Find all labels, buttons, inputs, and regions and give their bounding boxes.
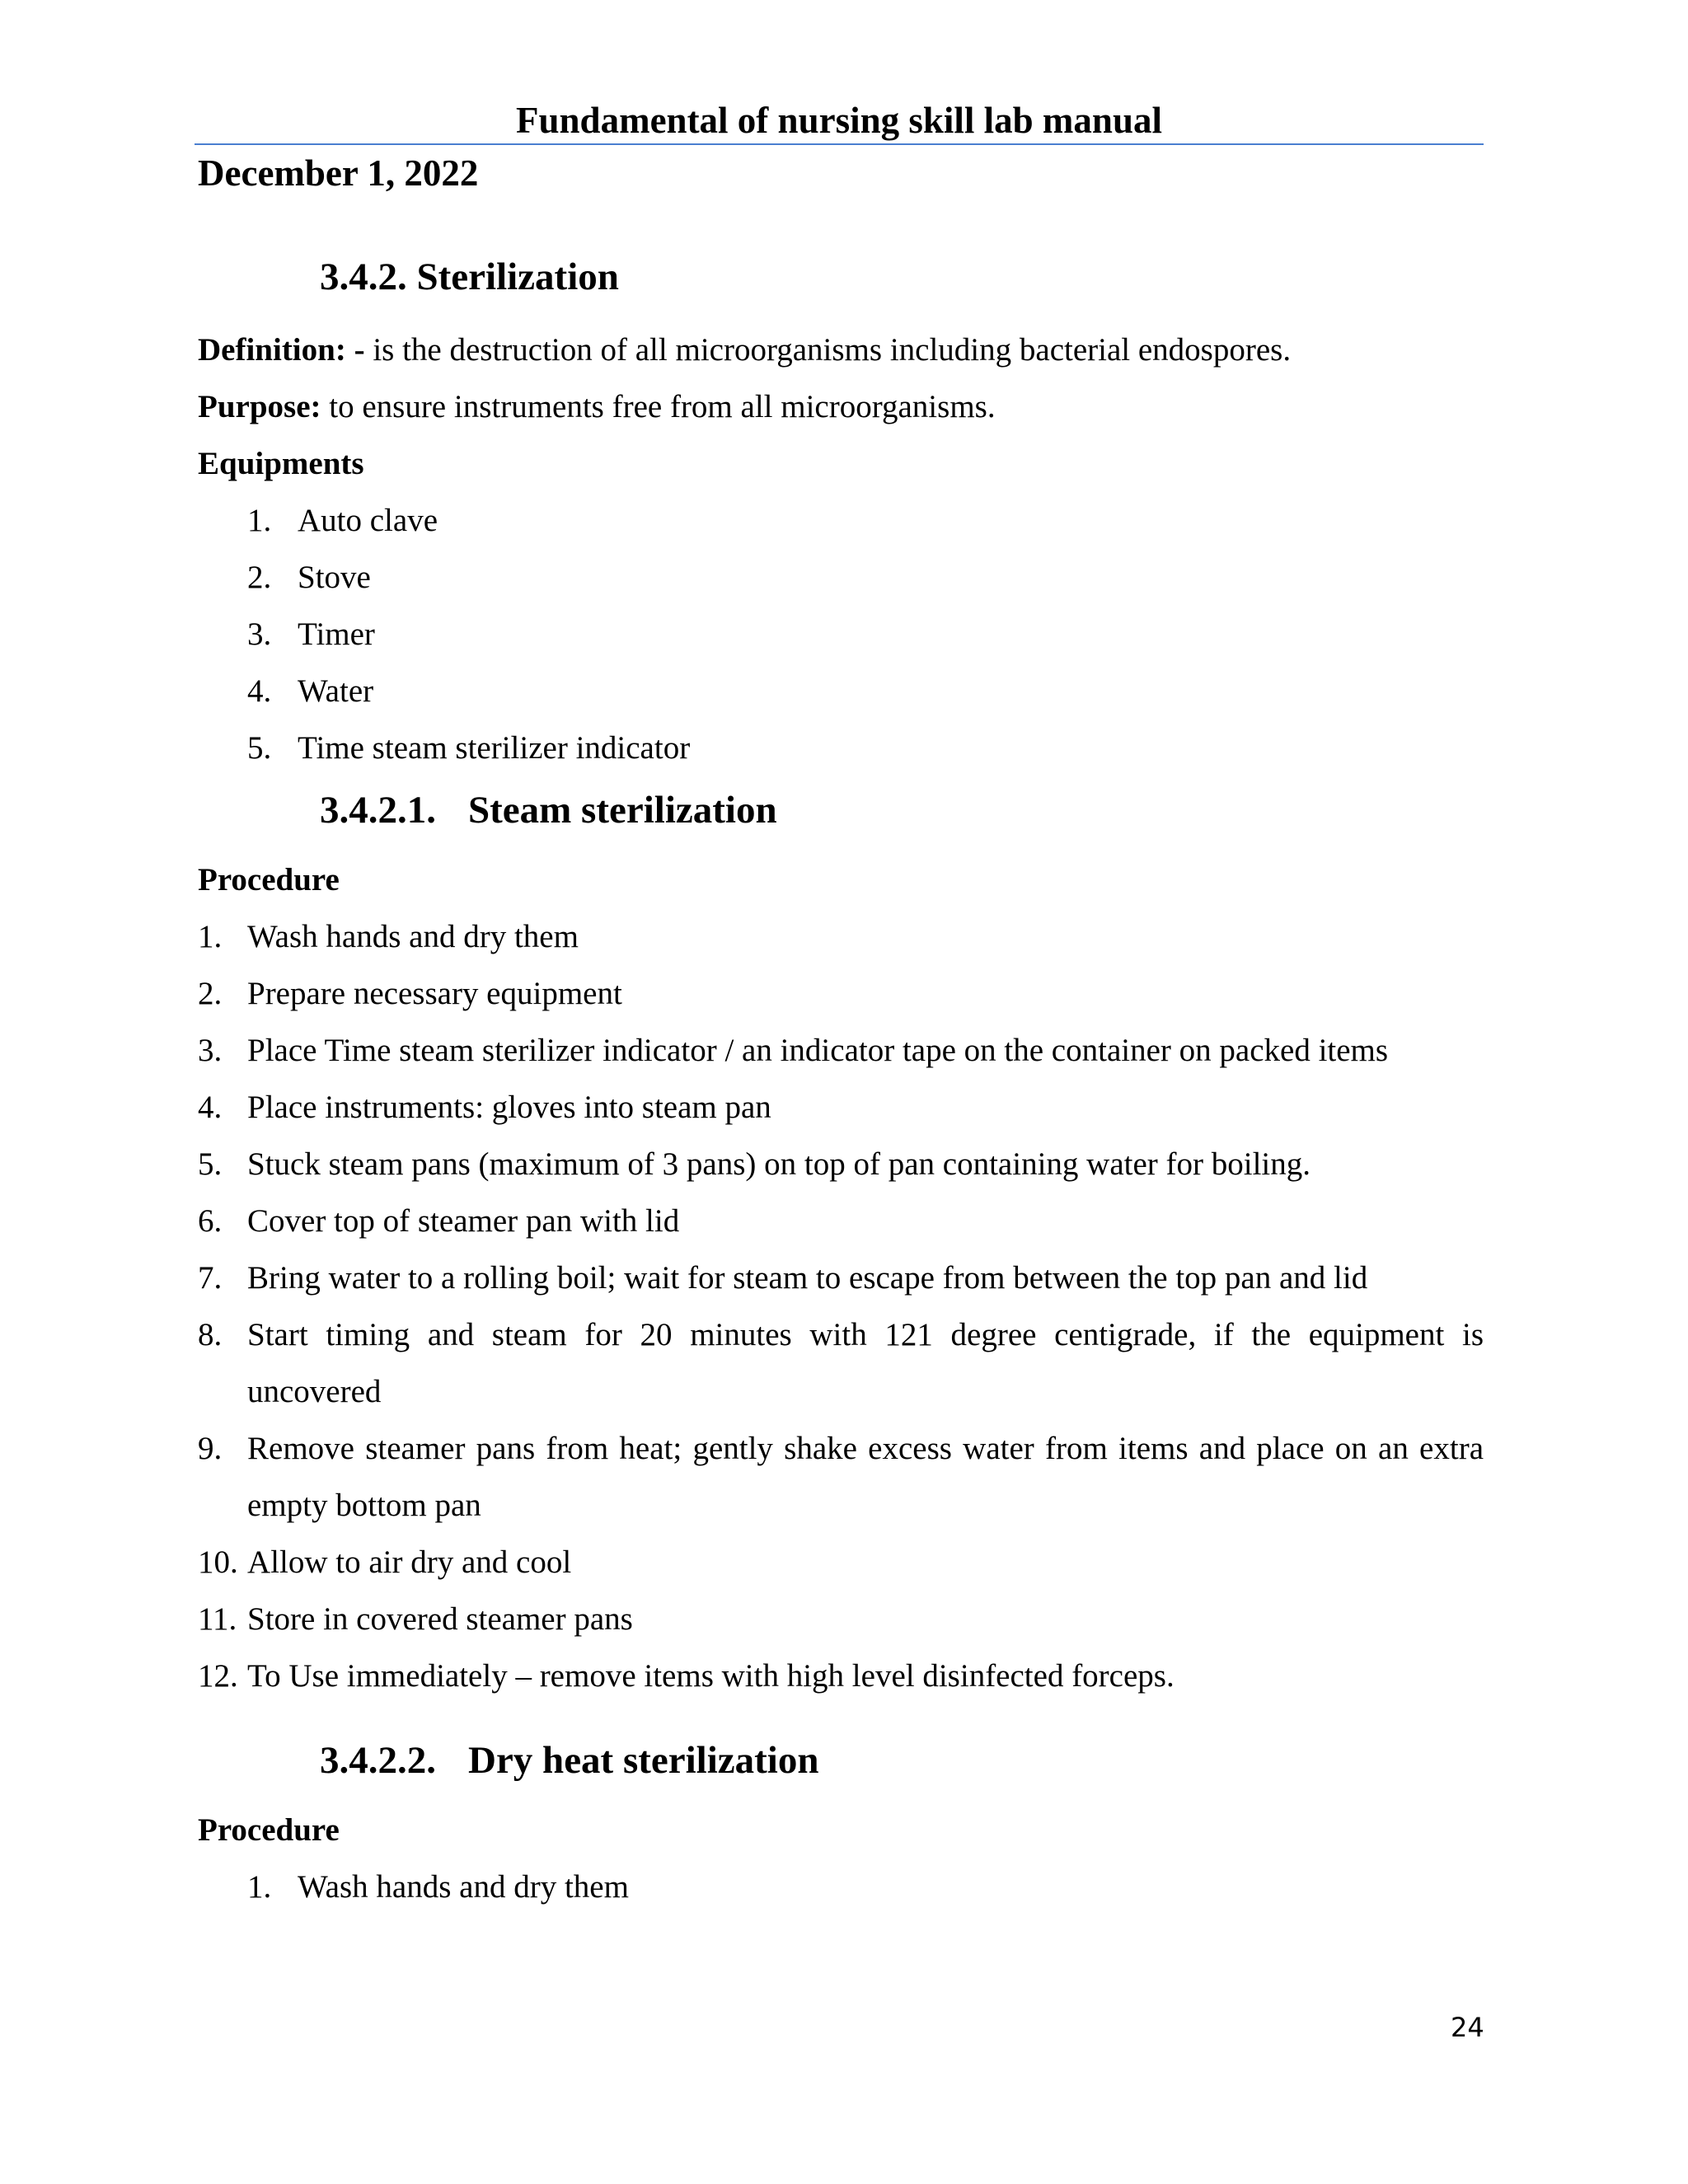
step-number: 3. [198,1033,223,1068]
equipments-label: Equipments [198,446,364,481]
section-title: 3.4.2. Sterilization [320,255,619,298]
step-number: 8. [198,1317,223,1352]
step-text: Prepare necessary equipment [247,976,622,1011]
list-item [198,1136,1484,1193]
step-text: Remove steamer pans from heat; gently shake excess water from items and place on an extra empty bottom pan [247,1431,1484,1523]
item-text: Timer [298,616,375,652]
step-text: Allow to air dry and cool [247,1544,572,1580]
subsection-title-steam [320,785,777,835]
item-number: 5. [247,730,272,766]
list-item [247,492,1484,549]
step-text: Wash hands and dry them [298,1869,629,1905]
item-number: 1. [247,503,272,538]
subsection-title-dry-heat [320,1736,819,1785]
list-item [198,1591,1484,1647]
item-text: Auto clave [298,503,438,538]
step-text: Wash hands and dry them [247,919,579,954]
purpose-text: to ensure instruments free from all microorganisms. [321,389,996,424]
step-number: 10. [198,1544,238,1580]
list-item [198,1079,1484,1136]
list-item [198,1249,1484,1306]
step-text: Start timing and steam for 20 minutes with 121 degree centigrade, if the equipment is uncovered [247,1317,1484,1409]
list-item [198,965,1484,1022]
procedure-label: Procedure [198,1812,340,1848]
running-header-title: Fundamental of nursing skill lab manual [516,100,1162,141]
subsection-number: 3.4.2.2. [320,1739,436,1782]
step-text: To Use immediately – remove items with high level disinfected forceps. [247,1658,1175,1694]
step-text: Place instruments: gloves into steam pan [247,1090,771,1125]
step-number: 2. [198,976,223,1011]
definition-text: is the destruction of all microorganisms including bacterial endospores. [364,332,1292,368]
subsection-heading: Dry heat sterilization [468,1739,819,1782]
list-item [247,606,1484,663]
list-item [198,908,1484,965]
item-number: 3. [247,616,272,652]
procedure-label: Procedure [198,862,340,898]
equipment-list [247,492,1484,776]
step-number: 12. [198,1658,238,1694]
subsection-heading: Steam sterilization [468,789,777,832]
step-number: 11. [198,1601,237,1637]
subsection-number: 3.4.2.1. [320,789,436,832]
list-item [198,1647,1484,1704]
step-text: Store in covered steamer pans [247,1601,633,1637]
step-number: 6. [198,1203,223,1239]
list-item [198,1534,1484,1591]
step-text: Stuck steam pans (maximum of 3 pans) on top of pan containing water for boiling. [247,1146,1311,1182]
item-text: Stove [298,560,371,595]
step-number: 4. [198,1090,223,1125]
list-item [247,1858,1484,1915]
purpose-label: Purpose: [198,389,321,424]
item-text: Time steam sterilizer indicator [298,730,691,766]
list-item [198,1022,1484,1079]
steam-procedure-list [198,908,1484,1704]
header-divider [195,143,1484,145]
page-number: 24 [1451,2012,1484,2043]
header-date: December 1, 2022 [198,152,479,194]
list-item [198,1420,1484,1534]
step-number: 5. [198,1146,223,1182]
step-number: 7. [198,1260,223,1296]
definition-label: Definition: - [198,332,365,368]
purpose-paragraph [198,378,1484,435]
list-item [198,1193,1484,1249]
list-item [247,719,1484,776]
definition-paragraph [198,321,1484,378]
item-number: 2. [247,560,272,595]
step-text: Place Time steam sterilizer indicator / an indicator tape on the container on packed items [247,1033,1389,1068]
step-number: 1. [198,919,223,954]
list-item [198,1306,1484,1420]
list-item [247,663,1484,719]
step-text: Bring water to a rolling boil; wait for steam to escape from between the top pan and lid [247,1260,1368,1296]
step-number: 1. [247,1869,272,1905]
dry-heat-procedure-list [247,1858,1484,1915]
item-number: 4. [247,673,272,709]
item-text: Water [298,673,374,709]
list-item [247,549,1484,606]
step-number: 9. [198,1431,223,1466]
step-text: Cover top of steamer pan with lid [247,1203,680,1239]
